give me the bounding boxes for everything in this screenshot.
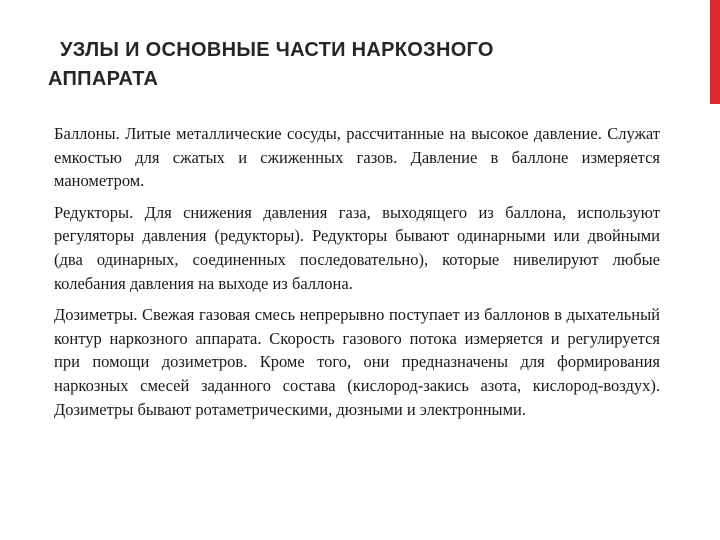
accent-bar xyxy=(710,0,720,104)
paragraph-reducers: Редукторы. Для снижения давления газа, выходящего из баллона, используют регуляторы давления (редукторы). Редукторы бывают одинарными или двойными (два одинарных, соединенных последовательно), которые нивелируют любые колебания давления на выходе из баллона. xyxy=(54,202,660,293)
slide-title xyxy=(48,36,648,94)
paragraph-dosimeters: Дозиметры. Свежая газовая смесь непрерывно поступает из баллонов в дыхательный контур наркозного аппарата. Скорость газового потока измеряется и регулируется при помощи дозиметров. Кроме того, они предназначены для формирования наркозных смесей заданного состава (кислород-закись азота, кислород-воздух). Дозиметры бывают ротаметрическими, дюзными и электронными. xyxy=(54,305,660,419)
slide-title-line-1: УЗЛЫ И ОСНОВНЫЕ ЧАСТИ НАРКОЗНОГО xyxy=(60,39,494,61)
title-divider xyxy=(48,100,662,101)
slide-body xyxy=(54,122,660,429)
slide-title-line-2: АППАРАТА xyxy=(48,68,159,90)
paragraph-cylinders: Баллоны. Литые металлические сосуды, рассчитанные на высокое давление. Служат емкостью для сжатых и сжиженных газов. Давление в баллоне измеряется манометром. xyxy=(54,124,660,191)
